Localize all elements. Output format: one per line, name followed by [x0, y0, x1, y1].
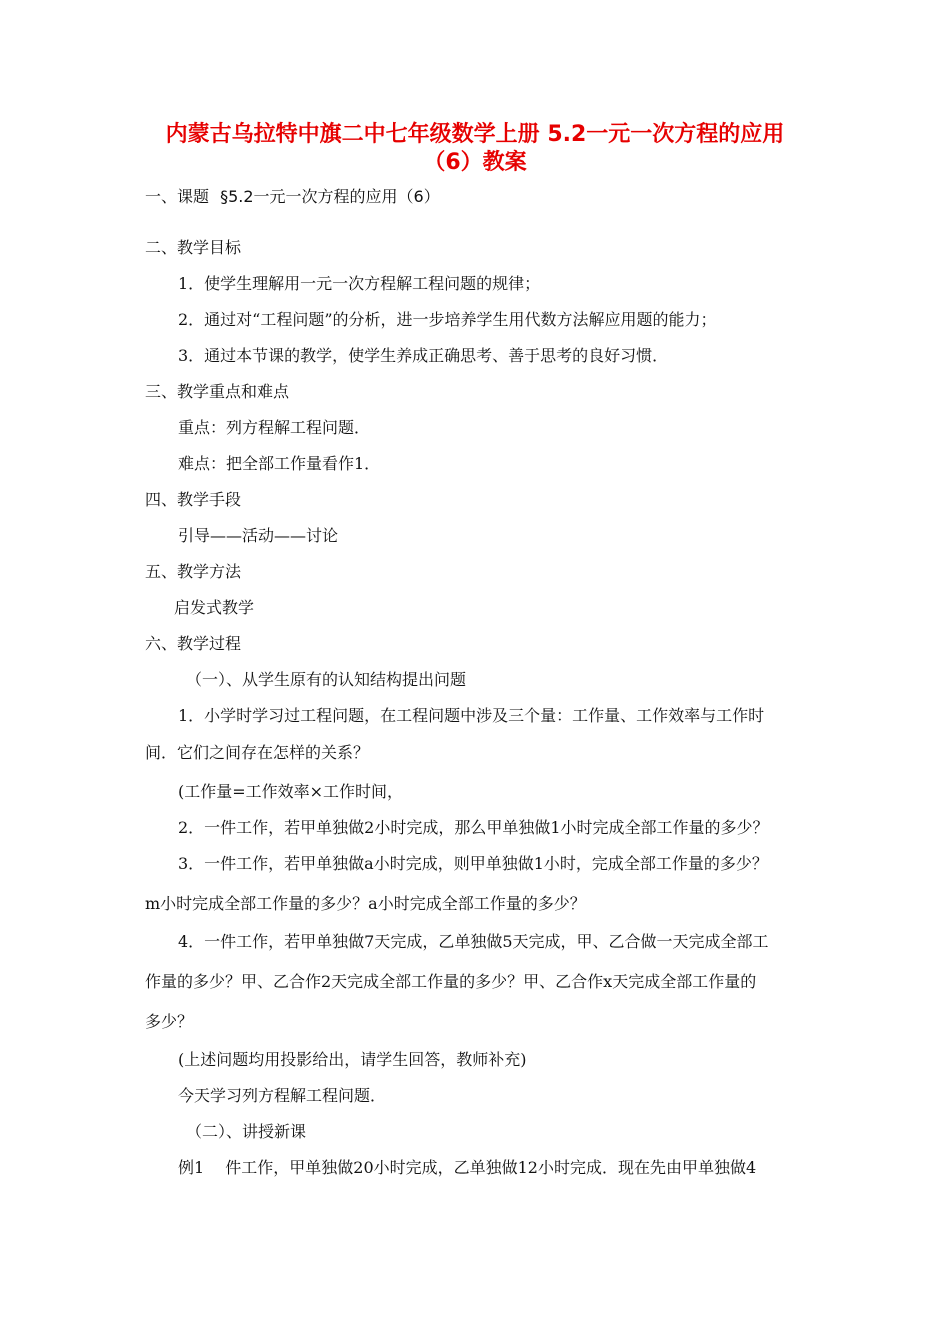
goal-3: 3．通过本节课的教学，使学生养成正确思考、善于思考的良好习惯． — [178, 346, 669, 365]
teaching-means: 引导——活动——讨论 — [178, 526, 339, 545]
question-4-line-1: 4．一件工作，若甲单独做7天完成，乙单独做5天完成，甲、乙合做一天完成全部工 — [178, 932, 769, 951]
question-1-line-2: 间．它们之间存在怎样的关系？ — [145, 743, 370, 762]
question-1-line-1: 1．小学时学习过工程问题，在工程问题中涉及三个量：工作量、工作效率与工作时 — [178, 706, 765, 725]
goal-1: 1．使学生理解用一元一次方程解工程问题的规律； — [178, 274, 541, 293]
question-4-line-3: 多少？ — [145, 1012, 194, 1031]
key-point: 重点：列方程解工程问题． — [178, 418, 371, 437]
section-topic-label: 一、课题 — [145, 187, 210, 206]
teaching-method: 启发式教学 — [174, 598, 255, 617]
document-title-line-1: 内蒙古乌拉特中旗二中七年级数学上册 5.2一元一次方程的应用 — [165, 122, 785, 147]
document-title-line-2: （6）教案 — [423, 150, 527, 175]
today-topic: 今天学习列方程解工程问题． — [178, 1086, 387, 1105]
question-4-line-2: 作量的多少？甲、乙合作2天完成全部工作量的多少？甲、乙合作x天完成全部工作量的 — [145, 972, 757, 991]
section-method-heading: 五、教学方法 — [145, 562, 242, 581]
section-topic — [145, 186, 440, 208]
question-3-line-1: 3．一件工作，若甲单独做a小时完成，则甲单独做1小时，完成全部工作量的多少？ — [178, 854, 768, 873]
process-part-2-heading: （二）、讲授新课 — [186, 1122, 307, 1141]
difficulty-point: 难点：把全部工作量看作1． — [178, 454, 381, 473]
section-process-heading: 六、教学过程 — [145, 634, 242, 653]
section-means-heading: 四、教学手段 — [145, 490, 242, 509]
question-1-answer: (工作量=工作效率×工作时间， — [178, 782, 404, 801]
example-1-line-1: 例1 件工作，甲单独做20小时完成，乙单独做12小时完成．现在先由甲单独做4 — [178, 1158, 757, 1177]
section-keypoints-heading: 三、教学重点和难点 — [145, 382, 290, 401]
teacher-note: (上述问题均用投影给出，请学生回答，教师补充) — [178, 1050, 527, 1069]
section-goals-heading: 二、教学目标 — [145, 238, 242, 257]
goal-2: 2．通过对“工程问题”的分析，进一步培养学生用代数方法解应用题的能力； — [178, 310, 717, 329]
process-part-1-heading: （一）、从学生原有的认知结构提出问题 — [186, 670, 467, 689]
section-topic-value: §5.2一元一次方程的应用（6） — [220, 187, 440, 206]
question-2: 2．一件工作，若甲单独做2小时完成，那么甲单独做1小时完成全部工作量的多少？ — [178, 818, 769, 837]
question-3-line-2: m小时完成全部工作量的多少？a小时完成全部工作量的多少？ — [145, 894, 586, 913]
